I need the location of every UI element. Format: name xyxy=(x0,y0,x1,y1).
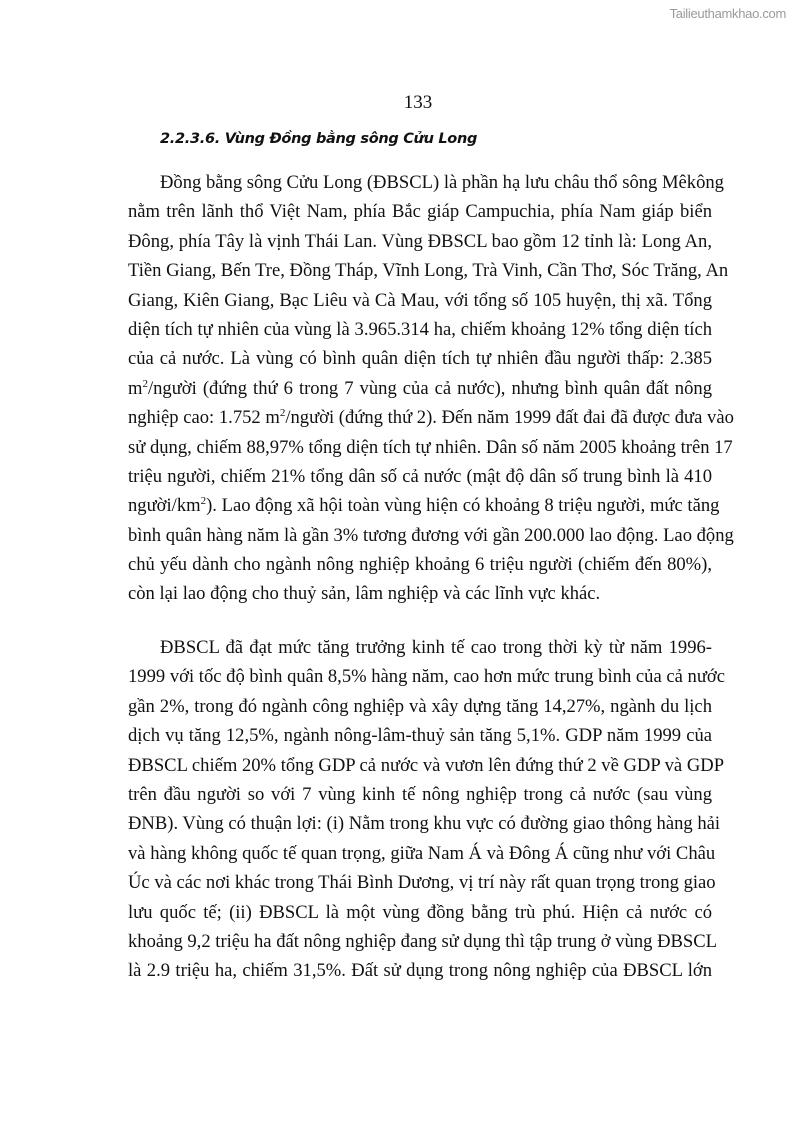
text-line xyxy=(128,315,712,344)
text-segment: ĐBSCL chiếm 20% tổng GDP cả nước và vươn lên đứng thứ 2 về GDP và GDP xyxy=(128,754,725,776)
text-segment: lưu quốc tế; (ii) ĐBSCL là một vùng đồng bằng trù phú. Hiện cả nước có xyxy=(128,901,712,923)
text-segment: ĐNB). Vùng có thuận lợi: (i) Nằm trong khu vực có đường giao thông hàng hải xyxy=(128,813,721,835)
text-line xyxy=(128,256,729,285)
text-segment: Giang, Kiên Giang, Bạc Liêu và Cà Mau, với tổng số 105 huyện, thị xã. Tổng xyxy=(128,289,712,311)
text-segment: của cả nước. Là vùng có bình quân diện tích tự nhiên đầu người thấp: 2.385 xyxy=(128,348,712,370)
text-line xyxy=(128,956,712,985)
superscript: 2 xyxy=(200,495,207,508)
section-heading: 2.2.3.6. Vùng Đồng bằng sông Cửu Long xyxy=(160,131,478,147)
text-segment: chủ yếu dành cho ngành nông nghiệp khoảng 6 triệu người (chiếm đến 80%), xyxy=(128,554,712,576)
text-line xyxy=(128,751,725,780)
text-segment: ). Lao động xã hội toàn vùng hiện có khoảng 8 triệu người, mức tăng xyxy=(206,495,720,517)
text-segment: còn lại lao động cho thuỷ sản, lâm nghiệp và các lĩnh vực khác. xyxy=(128,583,601,605)
text-line xyxy=(128,633,712,662)
text-segment: là 2.9 triệu ha, chiếm 31,5%. Đất sử dụng trong nông nghiệp của ĐBSCL lớn xyxy=(128,960,712,982)
text-line xyxy=(128,662,725,691)
text-line xyxy=(128,286,712,315)
text-segment: ĐBSCL đã đạt mức tăng trưởng kinh tế cao trong thời kỳ từ năm 1996- xyxy=(160,637,712,658)
text-segment: bình quân hàng năm là gần 3% tương đương với gần 200.000 lao động. Lao động xyxy=(128,524,734,546)
text-line xyxy=(128,579,712,608)
text-segment: gần 2%, trong đó ngành công nghiệp và xây dựng tăng 14,27%, ngành du lịch xyxy=(128,695,712,717)
paragraph-2 xyxy=(128,633,725,986)
text-segment: sử dụng, chiếm 88,97% tổng diện tích tự nhiên. Dân số năm 2005 khoảng trên 17 xyxy=(128,436,733,458)
text-line xyxy=(128,168,724,197)
text-line xyxy=(128,898,712,927)
text-line xyxy=(128,550,712,579)
text-segment: /người (đứng thứ 6 trong 7 vùng của cả nước), nhưng bình quân đất nông xyxy=(147,377,712,399)
text-segment: Đồng bằng sông Cửu Long (ĐBSCL) là phần hạ lưu châu thổ sông Mêkông xyxy=(160,172,724,193)
text-segment: Tiền Giang, Bến Tre, Đồng Tháp, Vĩnh Long, Trà Vinh, Cần Thơ, Sóc Trăng, An xyxy=(128,260,729,282)
text-line xyxy=(128,839,716,868)
page-number: 133 xyxy=(403,92,433,113)
watermark: Tailieuthamkhao.com xyxy=(669,6,786,21)
text-segment: nghiệp cao: 1.752 m xyxy=(128,407,280,429)
text-segment: khoảng 9,2 triệu ha đất nông nghiệp đang sử dụng thì tập trung ở vùng ĐBSCL xyxy=(128,930,718,952)
text-line xyxy=(128,868,716,897)
text-line xyxy=(128,521,734,550)
text-line xyxy=(128,721,712,750)
text-line xyxy=(128,374,712,403)
text-line xyxy=(128,809,721,838)
text-segment: 1999 với tốc độ bình quân 8,5% hàng năm, cao hơn mức trung bình của cả nước xyxy=(128,666,725,688)
text-segment: Úc và các nơi khác trong Thái Bình Dương, vị trí này rất quan trọng trong giao xyxy=(128,872,716,894)
text-segment: triệu người, chiếm 21% tổng dân số cả nước (mật độ dân số trung bình là 410 xyxy=(128,465,712,487)
superscript: 2 xyxy=(279,407,286,420)
text-line xyxy=(128,692,712,721)
text-line xyxy=(128,227,712,256)
text-line xyxy=(128,462,712,491)
paragraph-1 xyxy=(128,168,734,609)
text-segment: trên đầu người so với 7 vùng kinh tế nông nghiệp trong cả nước (sau vùng xyxy=(128,783,712,805)
text-line xyxy=(128,927,718,956)
text-segment: Đông, phía Tây là vịnh Thái Lan. Vùng ĐBSCL bao gồm 12 tỉnh là: Long An, xyxy=(128,230,712,252)
text-segment: /người (đứng thứ 2). Đến năm 1999 đất đai đã được đưa vào xyxy=(285,407,734,429)
text-segment: diện tích tự nhiên của vùng là 3.965.314 ha, chiếm khoảng 12% tổng diện tích xyxy=(128,318,712,340)
text-segment: nằm trên lãnh thổ Việt Nam, phía Bắc giáp Campuchia, phía Nam giáp biển xyxy=(128,201,712,223)
text-line xyxy=(128,433,733,462)
text-line xyxy=(128,491,720,520)
text-segment: và hàng không quốc tế quan trọng, giữa Nam Á và Đông Á cũng như với Châu xyxy=(128,842,716,864)
text-line xyxy=(128,780,712,809)
text-segment: m xyxy=(128,377,143,399)
text-segment: dịch vụ tăng 12,5%, ngành nông-lâm-thuỷ sản tăng 5,1%. GDP năm 1999 của xyxy=(128,725,712,747)
text-segment: người/km xyxy=(128,495,201,517)
text-line xyxy=(128,403,734,432)
text-line xyxy=(128,197,712,226)
text-line xyxy=(128,344,712,373)
superscript: 2 xyxy=(142,377,148,390)
